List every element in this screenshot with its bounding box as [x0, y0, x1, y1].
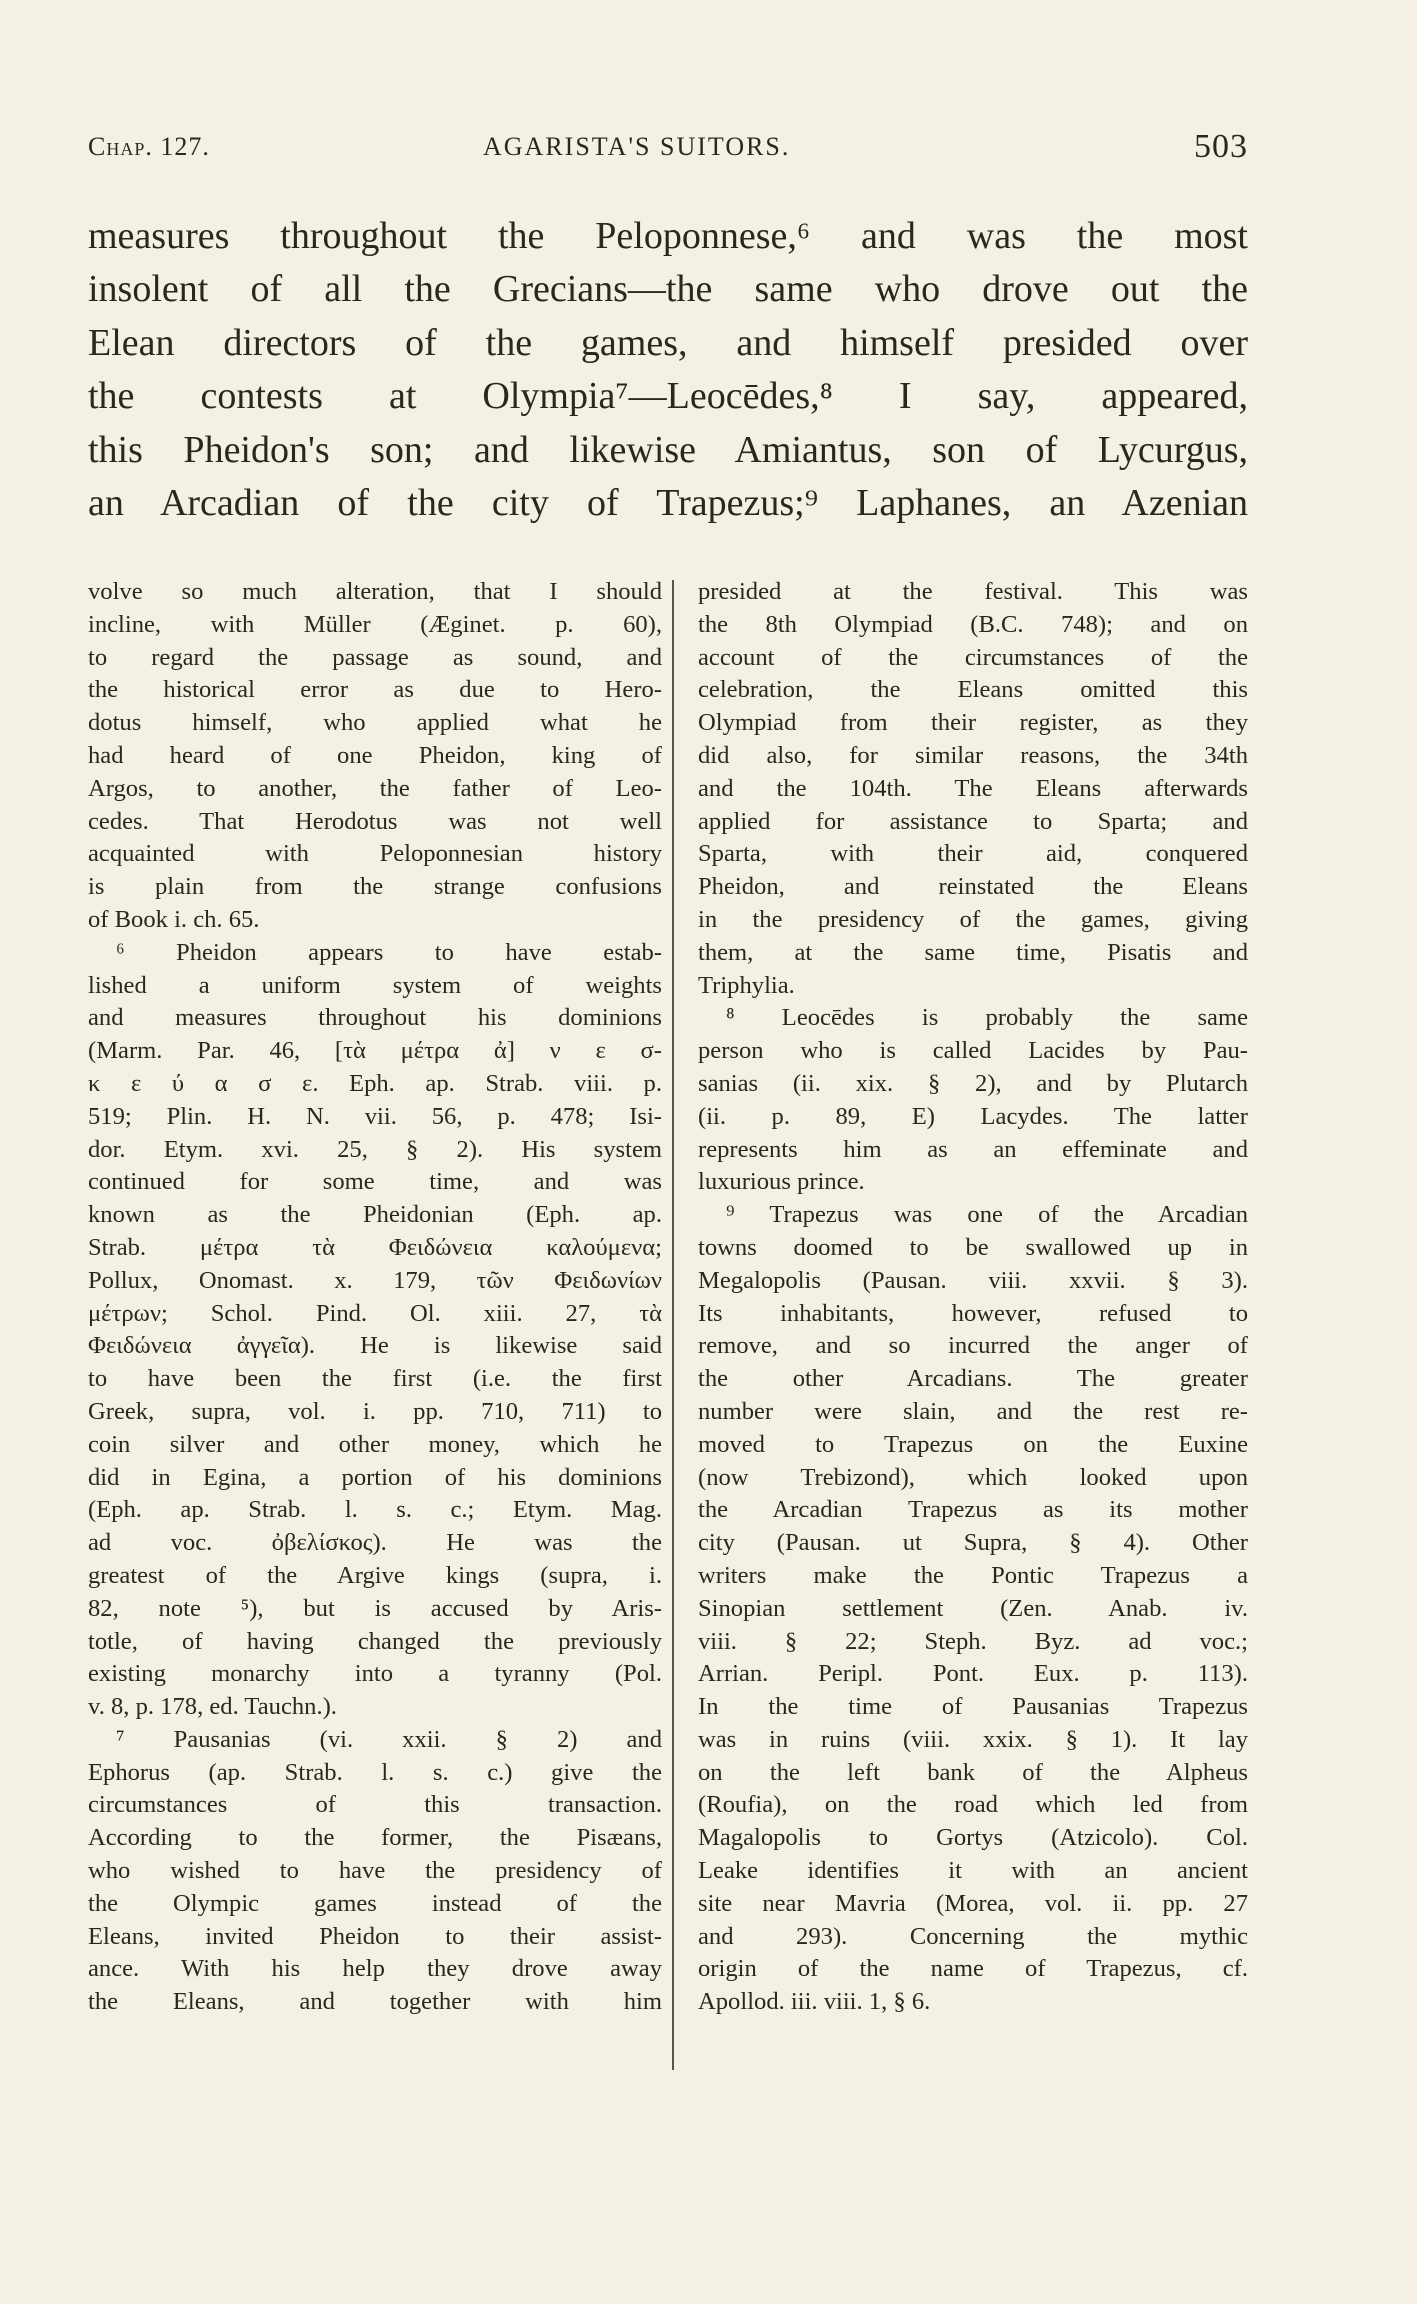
footnote-line: luxurious prince. [698, 1168, 865, 1196]
footnote-line: Apollod. iii. viii. 1, § 6. [698, 1988, 931, 2016]
footnote-line: origin of the name of Trapezus, cf. [698, 1955, 1248, 1983]
footnote-line: Eleans, invited Pheidon to their assist- [88, 1922, 662, 1950]
footnote-line: acquainted with Peloponnesian history [88, 840, 662, 868]
footnote-line: lished a uniform system of weights [88, 971, 662, 999]
footnote-line: 82, note ⁵), but is accused by Aris- [88, 1594, 662, 1622]
footnote-line: ance. With his help they drove away [88, 1955, 662, 1983]
main-text-line: the contests at Olympia⁷—Leocēdes,⁸ I say, appeared, [88, 375, 1248, 418]
main-text-line: Elean directors of the games, and himself presided over [88, 321, 1248, 364]
footnote-line: remove, and so incurred the anger of [698, 1332, 1248, 1360]
footnote-line: had heard of one Pheidon, king of [88, 741, 662, 769]
column-divider [672, 580, 674, 2070]
main-text-line: this Pheidon's son; and likewise Amiantus, son of Lycurgus, [88, 428, 1248, 471]
footnote-line: writers make the Pontic Trapezus a [698, 1561, 1248, 1589]
footnote-line: them, at the same time, Pisatis and [698, 938, 1248, 966]
footnote-line: continued for some time, and was [88, 1168, 662, 1196]
footnote-line: In the time of Pausanias Trapezus [698, 1693, 1248, 1721]
footnote-line: the Eleans, and together with him [88, 1988, 662, 2016]
main-text-line: measures throughout the Peloponnese,⁶ and was the most [88, 215, 1248, 257]
footnote-line: dotus himself, who applied what he [88, 709, 662, 737]
footnote-line: According to the former, the Pisæans, [88, 1824, 662, 1852]
footnote-line: site near Mavria (Morea, vol. ii. pp. 27 [698, 1889, 1248, 1917]
footnote-line: towns doomed to be swallowed up in [698, 1233, 1248, 1261]
page-number: 503 [1194, 128, 1248, 165]
footnote-line: represents him as an effeminate and [698, 1135, 1248, 1163]
footnotes-left-column [88, 576, 662, 2019]
footnote-line: Φειδώνεια ἀγγεῖα). He is likewise said [88, 1332, 662, 1360]
footnote-line: Its inhabitants, however, refused to [698, 1299, 1248, 1327]
footnote-line: who wished to have the presidency of [88, 1857, 662, 1885]
footnote-line: viii. § 22; Steph. Byz. ad voc.; [698, 1627, 1248, 1655]
footnote-line: on the left bank of the Alpheus [698, 1758, 1248, 1786]
footnotes-right-column [698, 576, 1248, 2019]
footnote-line: presided at the festival. This was [698, 578, 1248, 605]
footnote-line: μέτρων; Schol. Pind. Ol. xiii. 27, τὰ [88, 1299, 662, 1327]
footnote-line: is plain from the strange confusions [88, 873, 662, 901]
footnote-line: did in Egina, a portion of his dominions [88, 1463, 662, 1491]
footnote-line: v. 8, p. 178, ed. Tauchn.). [88, 1693, 337, 1721]
footnote-line: was in ruins (viii. xxix. § 1). It lay [698, 1725, 1248, 1753]
main-text [88, 210, 1248, 530]
footnote-line: cedes. That Herodotus was not well [88, 807, 662, 835]
footnote-line: celebration, the Eleans omitted this [698, 676, 1248, 704]
footnote-line: Triphylia. [698, 971, 795, 999]
footnote-line: the Arcadian Trapezus as its mother [698, 1496, 1248, 1524]
footnote-line: Pheidon, and reinstated the Eleans [698, 873, 1248, 901]
footnote-line: Sinopian settlement (Zen. Anab. iv. [698, 1594, 1248, 1622]
footnote-line: Greek, supra, vol. i. pp. 710, 711) to [88, 1397, 662, 1425]
footnote-line: Leake identifies it with an ancient [698, 1857, 1248, 1885]
footnote-line: and the 104th. The Eleans afterwards [698, 774, 1248, 802]
footnote-line: Argos, to another, the father of Leo- [88, 774, 662, 802]
footnote-line: to have been the first (i.e. the first [88, 1365, 662, 1393]
footnote-line: (now Trebizond), which looked upon [698, 1463, 1248, 1491]
footnote-line: volve so much alteration, that I should [88, 578, 662, 605]
footnote-line: the 8th Olympiad (B.C. 748); and on [698, 610, 1248, 638]
footnote-line: 519; Plin. H. N. vii. 56, p. 478; Isi- [88, 1102, 662, 1130]
footnote-line: Magalopolis to Gortys (Atzicolo). Col. [698, 1824, 1248, 1852]
footnote-line: incline, with Müller (Æginet. p. 60), [88, 610, 662, 638]
footnote-line: ⁹ Trapezus was one of the Arcadian [726, 1201, 1248, 1229]
footnote-line: (ii. p. 89, E) Lacydes. The latter [698, 1102, 1248, 1130]
footnote-line: and 293). Concerning the mythic [698, 1922, 1248, 1950]
footnote-line: greatest of the Argive kings (supra, i. [88, 1561, 662, 1589]
footnote-line: city (Pausan. ut Supra, § 4). Other [698, 1529, 1248, 1557]
footnote-line: existing monarchy into a tyranny (Pol. [88, 1660, 662, 1688]
footnote-line: account of the circumstances of the [698, 643, 1248, 671]
footnote-line: Pollux, Onomast. x. 179, τῶν Φειδωνίων [88, 1266, 662, 1294]
footnote-line: of Book i. ch. 65. [88, 905, 260, 933]
footnote-line: dor. Etym. xvi. 25, § 2). His system [88, 1135, 662, 1163]
footnote-line: totle, of having changed the previously [88, 1627, 662, 1655]
footnote-line: sanias (ii. xix. § 2), and by Plutarch [698, 1069, 1248, 1097]
main-text-line: insolent of all the Grecians—the same who drove out the [88, 268, 1248, 311]
footnote-line: the historical error as due to Hero- [88, 676, 662, 704]
running-head [88, 128, 1248, 168]
footnote-line: moved to Trapezus on the Euxine [698, 1430, 1248, 1458]
footnote-line: Olympiad from their register, as they [698, 709, 1248, 737]
chapter-label: Chap. 127. [88, 132, 210, 161]
running-title: AGARISTA'S SUITORS. [483, 132, 791, 161]
footnote-line: applied for assistance to Sparta; and [698, 807, 1248, 835]
footnote-line: ad voc. ὀβελίσκος). He was the [88, 1529, 662, 1557]
footnote-line: Megalopolis (Pausan. viii. xxvii. § 3). [698, 1266, 1248, 1294]
footnote-line: the Olympic games instead of the [88, 1889, 662, 1917]
footnote-line: Ephorus (ap. Strab. l. s. c.) give the [88, 1758, 662, 1786]
footnote-line: to regard the passage as sound, and [88, 643, 662, 671]
footnote-line: ⁶ Pheidon appears to have estab- [116, 938, 662, 966]
footnote-line: (Roufia), on the road which led from [698, 1791, 1248, 1819]
footnote-line: and measures throughout his dominions [88, 1004, 662, 1032]
footnote-line: (Marm. Par. 46, [τὰ μέτρα ἀ] ν ε σ- [88, 1037, 662, 1065]
footnote-line: ⁷ Pausanias (vi. xxii. § 2) and [116, 1725, 662, 1753]
main-text-line: an Arcadian of the city of Trapezus;⁹ Laphanes, an Azenian [88, 481, 1248, 524]
footnote-line: number were slain, and the rest re- [698, 1397, 1248, 1425]
footnote-line: circumstances of this transaction. [88, 1791, 662, 1819]
footnote-line: coin silver and other money, which he [88, 1430, 662, 1458]
footnote-line: the other Arcadians. The greater [698, 1365, 1248, 1393]
footnote-line: (Eph. ap. Strab. l. s. c.; Etym. Mag. [88, 1496, 662, 1524]
footnote-line: Arrian. Peripl. Pont. Eux. p. 113). [698, 1660, 1248, 1688]
footnote-line: person who is called Lacides by Pau- [698, 1037, 1248, 1065]
footnote-line: did also, for similar reasons, the 34th [698, 741, 1248, 769]
footnote-line: known as the Pheidonian (Eph. ap. [88, 1201, 662, 1229]
footnote-line: in the presidency of the games, giving [698, 905, 1248, 933]
footnote-line: ⁸ Leocēdes is probably the same [726, 1004, 1248, 1032]
footnote-line: Sparta, with their aid, conquered [698, 840, 1248, 868]
footnote-line: κ ε ύ α σ ε. Eph. ap. Strab. viii. p. [88, 1069, 662, 1097]
footnote-line: Strab. μέτρα τὰ Φειδώνεια καλούμενα; [88, 1233, 662, 1261]
